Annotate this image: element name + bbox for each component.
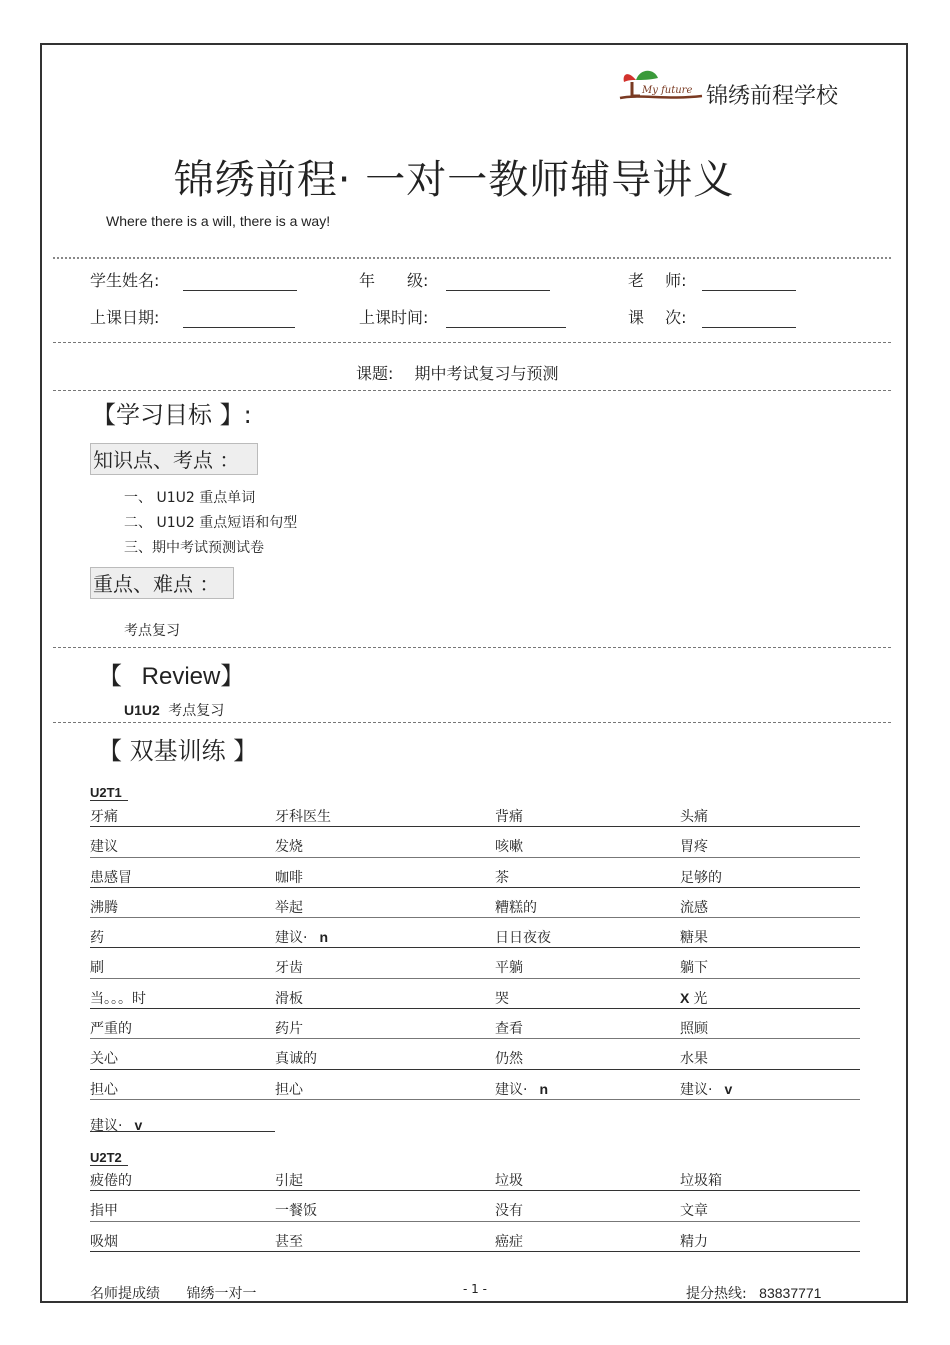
vocab-cell: 真诚的 bbox=[275, 1051, 317, 1068]
vocab-row bbox=[90, 858, 860, 888]
vocab-cell: 沸腾 bbox=[90, 899, 118, 916]
divider bbox=[53, 647, 891, 648]
vocab-cell: 担心 bbox=[90, 1081, 118, 1098]
topic-label: 课题: bbox=[356, 364, 394, 383]
vocab-cell: 一餐饭 bbox=[275, 1203, 317, 1220]
divider bbox=[53, 257, 891, 259]
vocab-cell: 平躺 bbox=[495, 960, 523, 977]
page-number: - 1 - bbox=[463, 1282, 487, 1296]
footer-hotline: 提分热线: 83837771 bbox=[686, 1285, 822, 1302]
vocab-cell: 关心 bbox=[90, 1051, 118, 1068]
vocab-cell: 药片 bbox=[275, 1021, 303, 1038]
objectives-heading: 【学习目标 】: bbox=[92, 401, 252, 429]
vocab-cell: 甚至 bbox=[275, 1233, 303, 1250]
vocab-cell: 日日夜夜 bbox=[495, 930, 551, 947]
knowledge-item: 一、 U1U2 重点单词 bbox=[124, 490, 256, 506]
vocab-cell: 流感 bbox=[680, 899, 708, 916]
training-heading: 【 双基训练 】 bbox=[98, 737, 258, 765]
vocab-cell: 建议· n bbox=[275, 929, 329, 947]
student-name-blank[interactable] bbox=[183, 272, 297, 291]
date-label: 上课日期: bbox=[90, 308, 160, 327]
vocab-cell: 患感冒 bbox=[90, 869, 132, 886]
vocab-cell: 仍然 bbox=[495, 1051, 523, 1068]
vocab-cell: 咳嗽 bbox=[495, 839, 523, 856]
divider bbox=[53, 390, 891, 391]
divider bbox=[53, 342, 891, 343]
vocab-cell: 垃圾箱 bbox=[680, 1173, 722, 1189]
vocab-cell: 文章 bbox=[680, 1203, 708, 1220]
knowledge-item: 三、期中考试预测试卷 bbox=[124, 540, 264, 556]
vocab-row bbox=[90, 1039, 860, 1069]
motto: Where there is a will, there is a way! bbox=[106, 213, 331, 229]
vocab-row bbox=[90, 797, 860, 827]
vocab-cell: 建议 bbox=[90, 839, 118, 856]
school-name: 锦绣前程学校 bbox=[706, 84, 839, 109]
vocab-cell: 疲倦的 bbox=[90, 1173, 132, 1189]
vocab-cell: 建议· v bbox=[680, 1080, 733, 1098]
vocab-cell: 背痛 bbox=[495, 809, 523, 825]
vocab-cell: 癌症 bbox=[495, 1233, 523, 1250]
knowledge-item: 二、 U1U2 重点短语和句型 bbox=[124, 515, 298, 531]
vocab-cell: 糖果 bbox=[680, 930, 708, 947]
vocab-row bbox=[90, 1070, 860, 1100]
key-text: 考点复习 bbox=[124, 623, 180, 639]
vocab-row bbox=[90, 1161, 860, 1191]
grade-field[interactable] bbox=[359, 268, 550, 291]
time-field[interactable] bbox=[359, 305, 566, 328]
vocab-cell: 发烧 bbox=[275, 839, 303, 856]
grade-blank[interactable] bbox=[446, 272, 550, 291]
vocab-cell: 没有 bbox=[495, 1203, 523, 1220]
vocab-cell: X 光 bbox=[680, 989, 708, 1007]
vocab-cell: 指甲 bbox=[90, 1203, 118, 1220]
vocab-cell: 水果 bbox=[680, 1051, 708, 1068]
vocab-row bbox=[90, 1191, 860, 1221]
vocab-row bbox=[90, 918, 860, 948]
topic bbox=[356, 361, 559, 384]
vocab-row bbox=[90, 979, 860, 1009]
student-name-field[interactable] bbox=[90, 268, 297, 291]
u2t1-label: U2T1 bbox=[90, 782, 128, 801]
session-field[interactable] bbox=[628, 305, 796, 328]
teacher-blank[interactable] bbox=[702, 272, 796, 291]
knowledge-heading: 知识点、考点 ： bbox=[90, 443, 258, 475]
vocab-row bbox=[90, 1222, 860, 1252]
vocab-cell: 头痛 bbox=[680, 809, 708, 825]
vocab-row bbox=[90, 1009, 860, 1039]
vocab-cell: 垃圾 bbox=[495, 1173, 523, 1189]
svg-text:My future: My future bbox=[642, 85, 693, 96]
vocab-cell: 药 bbox=[90, 930, 104, 947]
teacher-field[interactable] bbox=[628, 268, 796, 291]
vocab-cell: 茶 bbox=[495, 869, 509, 886]
vocab-cell: 躺下 bbox=[680, 960, 708, 977]
vocab-cell: 查看 bbox=[495, 1021, 523, 1038]
vocab-cell: 咖啡 bbox=[275, 869, 303, 886]
session-blank[interactable] bbox=[702, 309, 796, 328]
date-field[interactable] bbox=[90, 305, 295, 328]
vocab-cell: 担心 bbox=[275, 1081, 303, 1098]
date-blank[interactable] bbox=[183, 309, 295, 328]
vocab-cell: 牙痛 bbox=[90, 809, 118, 825]
key-heading: 重点、难点 ： bbox=[90, 567, 234, 599]
student-name-label: 学生姓名: bbox=[90, 271, 160, 290]
vocab-cell: 胃疼 bbox=[680, 839, 708, 856]
time-blank[interactable] bbox=[446, 309, 566, 328]
vocab-cell: 牙科医生 bbox=[275, 809, 331, 825]
vocab-cell: 刷 bbox=[90, 960, 104, 977]
topic-value: 期中考试复习与预测 bbox=[414, 364, 559, 383]
vocab-cell: 精力 bbox=[680, 1233, 708, 1250]
session-label: 课 次: bbox=[628, 308, 687, 327]
vocab-cell: 当。。。时 bbox=[90, 990, 146, 1007]
vocab-cell: 举起 bbox=[275, 899, 303, 916]
vocab-row bbox=[90, 948, 860, 978]
vocab-cell: 糟糕的 bbox=[495, 899, 537, 916]
time-label: 上课时间: bbox=[359, 308, 429, 327]
review-line: U1U2 考点复习 bbox=[124, 702, 225, 719]
vocab-cell: 建议· n bbox=[495, 1080, 549, 1098]
grade-label: 年 级: bbox=[359, 271, 429, 290]
u2t2-label: U2T2 bbox=[90, 1147, 128, 1166]
review-heading: 【 Review】 bbox=[98, 662, 245, 690]
vocab-cell: 足够的 bbox=[680, 869, 722, 886]
divider bbox=[53, 722, 891, 723]
vocab-row bbox=[90, 827, 860, 857]
footer-slogan: 名师提成绩 锦绣一对一 bbox=[90, 1286, 257, 1302]
vocab-cell: 哭 bbox=[495, 990, 509, 1007]
vocab-cell: 吸烟 bbox=[90, 1233, 118, 1250]
vocab-cell: 严重的 bbox=[90, 1021, 132, 1038]
vocab-cell: 照顾 bbox=[680, 1021, 708, 1038]
teacher-label: 老 师: bbox=[628, 271, 687, 290]
page-title: 锦绣前程· 一对一教师辅导讲义 bbox=[173, 157, 735, 203]
vocab-cell: 引起 bbox=[275, 1173, 303, 1189]
school-logo bbox=[618, 66, 703, 102]
vocab-cell: 牙齿 bbox=[275, 960, 303, 977]
vocab-row bbox=[90, 888, 860, 918]
u2t1-vocab-table bbox=[90, 797, 860, 1100]
vocab-last-item: 建议· v bbox=[90, 1115, 275, 1132]
vocab-cell: 滑板 bbox=[275, 990, 303, 1007]
u2t2-vocab-table bbox=[90, 1161, 860, 1252]
